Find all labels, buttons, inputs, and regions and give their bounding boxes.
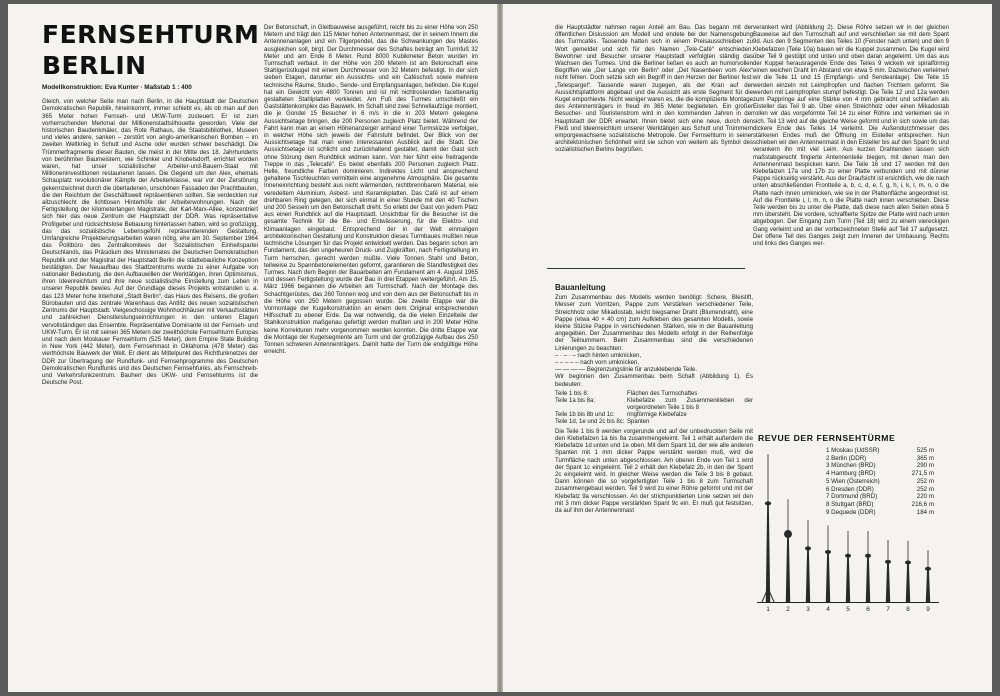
- section-heading: Bauanleitung: [555, 283, 606, 292]
- tower-name: 4 Hamburg (BRD): [826, 470, 876, 478]
- tower-silhouette: [865, 531, 871, 602]
- line-legend-fold-back: – · – · – nach hinten umknicken,: [555, 352, 642, 359]
- tower-silhouette: [925, 550, 931, 602]
- title-line-2: BERLIN: [42, 51, 147, 80]
- tower-number-label: 1: [766, 606, 770, 613]
- drawing-baseline: [757, 602, 939, 603]
- left-column-1: [42, 22, 258, 387]
- tower-silhouette: [805, 520, 811, 602]
- parts-value: Klebefalze zum Zusammenkleben der vorgeordneten Teile 1 bis 8: [627, 397, 753, 411]
- tower-name: 5 Wien (Österreich): [826, 477, 880, 485]
- tower-comparison-drawing: [750, 452, 940, 604]
- tower-name: 9 Dequede (DDR): [826, 508, 876, 516]
- tower-silhouette: [784, 499, 792, 602]
- tower-number-label: 4: [826, 606, 830, 613]
- revue-title: REVUE DER FERNSEHTÜRME: [758, 433, 896, 443]
- tower-number-label: 3: [806, 606, 810, 613]
- article-text: Der Betonschaft, in Gleitbauweise ausgeführt, reicht bis zu einer Höhe von 250 Metern und trägt den 115 Meter hohen Antennenmast, der in seinem Innern die Antennenanlagen und ein Tilgerpendel, das die Schwankungen des Mastes ausgleichen soll, birgt. Der Durchmesser des Schaftes beträgt am Turmfuß 32 Meter und am Ende 8 Meter. Rund 8000 Kubikmeter Beton wurden im Turmschaft verbaut. In der Höhe von 200 Metern ist am Betonschaft eine Stahlgerüstkugel mit einem Durchmesser von 32 Metern befestigt. In der sich sieben Etagen, darunter ein Aussichts- und ein Caféschoß sowie mehrere technische Räume, Studio-, Sende- und Empfangsanlagen, befinden. Die Kugel hat ein Gewicht von 4800 Tonnen und ist mit nichtrostenden facettenartig gestalteten Stahlplatten verkleidet. Am Fuß des Turmes umschließt ein Gaststättenkomplex das Bauwerk. Im Schaft sind zwei Schnellaufzüge montiert, die je Gondel 15 Besucher in 6 m/s in die in 203 Metern gelegene Aussichtsetage bringen, die 200 Personen zugleich Platz bietet. Während der Fahrt kann man an einem Höhenanzeiger anhand einer Turmskizze verfolgen, in welcher Höhe sich jeweils der Fahrstuhl befindet. Der Blick von der Aussichtsetage hat man einen interessanten Ausblick auf die Stadt. Die Aussichtsetage ist schlicht und zurückhaltend gestaltet, damit der Gast sich ohne Störung dem Rundblick widmen kann. Von hier führt eine freitragende Treppe in das „Telecafé“. Es bietet ebenfalls 200 Personen zugleich Platz. Helle, freundliche Farben dominieren. Indirektes Licht und ansprechend gehaltene Tischleuchten vermitteln eine angenehme Atmosphäre. Die gesamte Inneneinrichtung besteht aus nicht wärmenden, nichtbrennbarem Material, wie veredeltem Aluminium, Asbest- und Keramikplatten. Das Café ist auf einem drehbaren Ring gelegen, der sich einmal in einer Stunde mit den 40 Tischen und 200 Sesseln um den Betonschaft dreht. So erlebt der Gast von jedem Platz aus einen Rundblick auf die Hauptstadt. Unsichtbar für die Besucher ist die gesamte Technik für die Be- und Entwässerung, für die Elektro- und Klimaanlagen eingebaut. Entsprechend der in der Welt einmaligen architektonischen Gestaltung und Konstruktion dieses Turmbaues mußten neue technische Lösungen für das Projekt entwickelt werden. Das begann schon am Fundament, das den ungeheuren Druck- und Zugkräften, nach Fertigstellung im Turm herrschen, gerecht werden mußte. Viele Tonnen Stahl und Beton, teilweise zu Spannbetonelementen geformt, garantieren die Standfestigkeit des Turmes. Nach dem Beginn der Bauarbeiten am Fundament am 4. August 1965 und dessen Fertigstellung wurde der Bau in drei Etappen weitergeführt. Am 15. März 1966 begannen die Arbeiten am Turmschaft. Nach der Montage des Schachtgerüstes, das 260 Tonnen wog und von dem aus der Betonschaft bis in die Höhe von 250 Metern gegossen wurde. Die zweite Etappe war die Vormontage der Kugelkonstruktion an einem dem Original entsprechenden Hilfsschaft zu ebener Erde. Da war notwendig, da die vielen Einzelteile der Stahlkonstruktion maßgenau gefertigt werden mußten und in 200 Meter Höhe keine Korrekturen mehr vorgenommen werden konnten. Die dritte Etappe war die Montage der Kugelsegmente am Turm und der großzügige Aufbau des 250 Tonnen schweren Antennenträgers. Damit hatte der Turm die endgültige Höhe erreicht.: [264, 25, 478, 356]
- tower-name: 6 Dresden (DDR): [826, 485, 874, 493]
- right-column-2: [753, 25, 949, 248]
- line-legend-fold-front: – – – – – nach vorn umknicken,: [555, 360, 640, 367]
- tower-height: 216,6 m: [911, 500, 934, 508]
- article-text: die Hauptstädter nahmen regen Anteil am Bau. Das begann mit der öffentlichen Diskussion am Modell und endete bei der Namensgebung des Turmcafés. Tausende hatten sich in einem Preisausschreiben zu Wort gemeldet und sich für den Namen „Tele-Café“ entschieden. Bewohner und Besucher unserer Hauptstadt verfolgten ständig das Wachsen des Turmes. Und die Berliner ließen es auch an humorvollen Begriffen wie „Der Lange von Berlin“ oder „Det Nasenbeen vom Alex“ nicht fehlen. Doch setzte sich ein Begriff in den Herzen der Berliner fest: „Telespargel“. Tausende waren zugegen, als der Kran auf der Aussichtsplattform abgebaut und die Aussicht als erste Segment für die Kugel emporhievte. Nicht weniger waren es, die die komplizierte Montage des Antennenträgers in freud im 365 Meter begleiteten. Ein großer Besucher- und Touristenstrom wird in den kommenden Jahren in der Hauptstadt der DDR erwartet. Ihnen bietet sich eine neue, durch den Fleiß und Ideenreichtum unserer Werktätigen aus Schutt und Trümmern emporgewachsene sozialistische Metropole. Der Fernsehturm in seiner architektonischen Schönheit wird sie schon von weitem als Symbol des sozialistischen Berlins begrüßen.: [555, 25, 753, 154]
- parts-value: Spanten: [627, 418, 650, 425]
- title-line-1: FERNSEHTURM: [42, 20, 260, 49]
- parts-table: [555, 391, 753, 426]
- left-column-2: [264, 25, 478, 356]
- instructions-body: Die Teile 1 bis 8 werden vorgerunde und auf der unbedruckten Seite mit den Klebefalzen 1a bis 8a zusammengeleimt. Teil 1 erhält außerdem die Klebefalze 1d unten und 1e oben. Mit dem Spant 1d, der wie alle anderen Spanten mit 1 mm dicker Pappe verstärkt werden muß, wird die Turmfläche nach unten abgeschlossen. Am oberen Ende von Teil 1 wird der Spant 1c eingeleimt. Teil 2 erhält den Klebefalz 2b, in den der Spant 2c eingeleimt wird. In gleicher Weise werden die Teile 3 bis 8 gebaut. Dann können die so vorgefertigten Teile 1 bis 8 zum Turmschaft zusammengebaut werden. Teil 9 wird zu einer Röhre geformt und mit der Klebefalz 9a verschlossen. An der strichpunktierten Linie setzen wir den mit 3 mm dicker Pappe verstärkten Spant 9c ein. Er muß gut festsitzen, da auf ihm der Antennenmast: [555, 428, 753, 515]
- tower-name: 2 Berlin (DDR): [826, 454, 867, 462]
- tower-height: 252 m: [916, 485, 934, 493]
- parts-value: Flächen des Turmschaftes: [627, 390, 698, 397]
- tower-height: 365 m: [916, 454, 934, 462]
- tower-silhouette: [905, 541, 911, 602]
- parts-key: Teile 1d, 1e und 2c bis 8c:: [555, 418, 625, 425]
- tower-name: 1 Moskau (UdSSR): [826, 447, 880, 454]
- model-credit: Modellkonstruktion: Eva Kunter · Maßstab 1 : 400: [42, 84, 192, 91]
- tower-number-label: 2: [786, 606, 790, 613]
- line-legend-boundary: —·—·—·— Begrenzungslinie für anzuklebende Teile.: [555, 367, 698, 374]
- tower-height: 252 m: [916, 477, 934, 485]
- section-divider: [547, 268, 745, 269]
- article-text: Gleich, von welcher Seite man nach Berlin, in die Hauptstadt der Deutschen Demokratischen Republik, hineinkommt, immer schiebt es, als ob man auf den 365 Meter hohen Fernseh- und UKW-Turm zusteuert. Er ist zum vorherrschenden Merkmal der Millionenstadtsilhouette geworden. Viele der historischen Baudenkmäler, das Rote Rathaus, die Staatsbibliothek, Museen und vieles andere, sanken – zerstört von anglo-amerikanischen Bomben – im zweiten Weltkrieg in Schutt und Asche oder wurden schwer beschädigt. Die Trümmerfragmente dieser Bauten, die meist in der Mitte des 18. Jahrhunderts von berühmten Baumeistern, wie Schinkel und Knobelsdorff, errichtet worden waren, hat unser sozialistischer Arbeiter-und-Bauern-Staat mit Millioneninvestitionen restaurieren lassen. Die Gegend um den Alex, ehemals Schauplatz revolutionärer Kämpfe der Arbeiterklasse, war vor der Zerstörung gekennzeichnet durch die überladenen, unschönen Fassaden der Prachtbauten, die den Reichtum der Geschäftswelt repräsentieren sollten. Sie verdeckten nur allzuschlecht die lichtlosen Hinterhöfe der Arbeiterwohnungen. Nach der Fertigstellung der kilometerlangen Magistrale, der Karl-Marx-Allee, konzentriert sich hier das neue Zentrum der Hauptstadt der DDR. Was repräsentative Profilgeber und rücksichtslose Bebauung hinterlassen hatten, wird so großzügig, das das sozialistische Lebensgefühl repräsentierenden Gestaltung. Umfangreiche Projektierungsarbeiten waren nötig, ehe am 30. September 1964 das Politbüro des Zentralkomitees der Sozialistischen Einheitspartei Deutschlands, das Präsidium des Ministerrates der Deutschen Demokratischen Republik und der Magistrat der Hauptstadt Berlin die städtebauliche Konzeption bestätigten. Der Neuaufbau des Stadtzentrums wurde zu einer Aufgabe von nationaler Bedeutung, die den Aufbauwillen der Werktätigen, ihren Optimismus, ihren Ideenreichtum und ihre neue sozialistische Einstellung zum Leben in unserer Republik bewies. Auf der Grundlage dieses Projekts entstanden u. a. das 123 Meter hohe Interhotel „Stadt Berlin“, das Haus des Reisens, die großen Bürobauten und das zentrale Warenhaus das Antlitz des neuen sozialistischen Zentrums der Hauptstadt. Vielgeschossige Wohnhochhäuser mit Verkaufsstätten und zahlreichen Dienstleistungseinrichtungen in den unteren Etagen vervollständigen das Ensemble. Repräsentative Dominante ist der Fernseh- und UKW-Turm. Er ist mit seinen 365 Metern der zweithöchste Fernsehturm Europas und nach dem Moskauer Fernsehturm (525 Meter), dem Empire State Building in New York (442 Meter), dem Fernsehmast in Oklahoma (478 Meter) das vierthöchste Bauwerk der Welt. Er dient als Mittelpunkt des Richtfunknetzes der DDR zur Übertragung der Rundfunk- und Fernsehprogramme des Deutschen Demokratischen Rundfunks und des Deutschen Fernsehfunks, als Fernschreib- und Verkehrsfunkzentrum. Bauherr des UKW- und Fernsehturms ist die Deutsche Post.: [42, 99, 258, 387]
- tower-number-label: 8: [906, 606, 910, 613]
- tower-number-label: 7: [886, 606, 890, 613]
- article-text: verankert wird (Abbildung 2). Diese Röhre setzen wir in der gleichen Bauweise auf den Turmschaft auf und verschließen sie mit dem Spant 9d. Aus den 9 Segmenten des Teiles 10 (Fenster nach unten) und den 9 Klebefalzen (Teile 10a) bauen wir die Kuppel zusammen. Die Kugel wird über Teil 9 gestülpt und unten und oben daran angeleimt. Um das aus der Kuppel herausragende Ende des Teiles 9 wickeln wir spiralförmig einen weichen Draht im Abstand von etwa 5 mm. Dazwischen verleimen wir die Teile 11 und 15 (Empfangs- und Sendeanlage). Die Teile 15 werden einzeln mit Leimpfropfen und flachen Trichtern geformt. Sie werden mit Leimpfropfen stumpf befestigt. Die Teile 12 und 12a werden zum Pappringe auf eine Stärke von 4 mm gebracht und schließen als Eisteller das Teil 9 ab. Über einen Streichholz oder einen Mikadostab rollen wir das vorgeformte Teil 14 zu einer Röhre und verleimen sie in sich. Teil 13 wird auf die gleiche Weise geformt und in sich sowie um das dickere Ende des Teiles 14 verleimt. Die Außendurchmesser des stärkeren Endes muß der Öffnung im Eisteller entsprechen. Nun schieben wir den Antennenmast in den Eisteller bis auf den Spant 9c und verankern ihn mit viel Leim. Aus kurzen Drahtenden lassen sich maßstabgerecht fingierte Antennenteile biegen, mit denen man den Antennenmast bespicken kann. Die Teile 16 und 17 werden mit den Klebefalzen 17a und 17b zu einer Platte verbunden und mit dünner Pappe rückseitig verstärkt. Aus der Draufsicht ist ersichtlich, wie die nach unten abschließenden Frontteile a, b, c, d, e, f, g, h, i, k, l, m, n, o die Platte nach innen umknicken, wie sie in der Plattenfläche angeordnet ist. Auf die Frontteile i, l, m, n, o die Platte nach innen verschieben. Diese Teile werden bis zu unter die Platte, daß diese nach allen Seiten etwa 5 mm übersteht. Die vordere, schraffierte Spitze der Platte wird nach unten abgebogen. Der Eingang zum Turm (Teil 18) wird zu einem viereckigen Gang verleimt und an der vorbezeichneten Stelle auf Teil 17 aufgesetzt. Der offene Teil des Ganges zeigt zum Inneren der Umbauung. Rechts und links des Ganges wer-: [753, 25, 949, 248]
- tower-height: 220 m: [916, 493, 934, 501]
- tower-number-label: 9: [926, 606, 930, 613]
- tower-silhouette: [762, 454, 774, 602]
- right-column-1: [555, 25, 753, 155]
- tower-height: 271,5 m: [911, 470, 934, 478]
- book-gutter: [497, 4, 503, 692]
- parts-key: Teile 1 bis 8:: [555, 390, 589, 397]
- tower-silhouette: [825, 525, 831, 602]
- tower-number-label: 5: [846, 606, 850, 613]
- left-page: [8, 4, 499, 692]
- tower-name: 3 München (BRD): [826, 462, 876, 470]
- tower-name: 7 Dortmund (BRD): [826, 493, 878, 501]
- parts-key: Teile 1a bis 8a:: [555, 397, 596, 404]
- tower-name: 8 Stuttgart (BRD): [826, 500, 874, 508]
- instructions-intro: Zum Zusammenbau des Modells werden benötigt: Schere, Bleistift, Messer zum Vorritzen, Pappe zum Verstärken verschiedener Teile, Streichholz oder Mikadostab, leicht biegsamer Draht (Blumendraht), eine Pappe (etwa 40 × 40 cm) zum Aufkleben des gesamten Modells, sowie kleine Stücke Pappe in verschiedenen Stärken, wie in der Bauanleitung angegeben. Der Zusammenbau des Modells erfolgt in der Reihenfolge der Teilnummern. Beim Zusammenbau sind die verschiedenen Linierungen zu beachten:: [555, 295, 753, 352]
- tower-silhouette: [885, 540, 891, 602]
- tower-silhouette: [845, 531, 851, 602]
- tower-number-label: 6: [866, 606, 870, 613]
- tower-height: 184 m: [916, 508, 934, 516]
- tower-height: 290 m: [916, 462, 934, 470]
- parts-key: Teile 1b bis 8b und 1c:: [555, 411, 615, 418]
- instructions-shaft: Wir beginnen den Zusammenbau beim Schaft (Abbildung 1). Es bedeuten:: [555, 374, 753, 388]
- assembly-instructions: [555, 284, 753, 515]
- parts-value: ringförmige Klebefalze: [627, 411, 687, 418]
- tower-height: 525 m: [916, 447, 934, 454]
